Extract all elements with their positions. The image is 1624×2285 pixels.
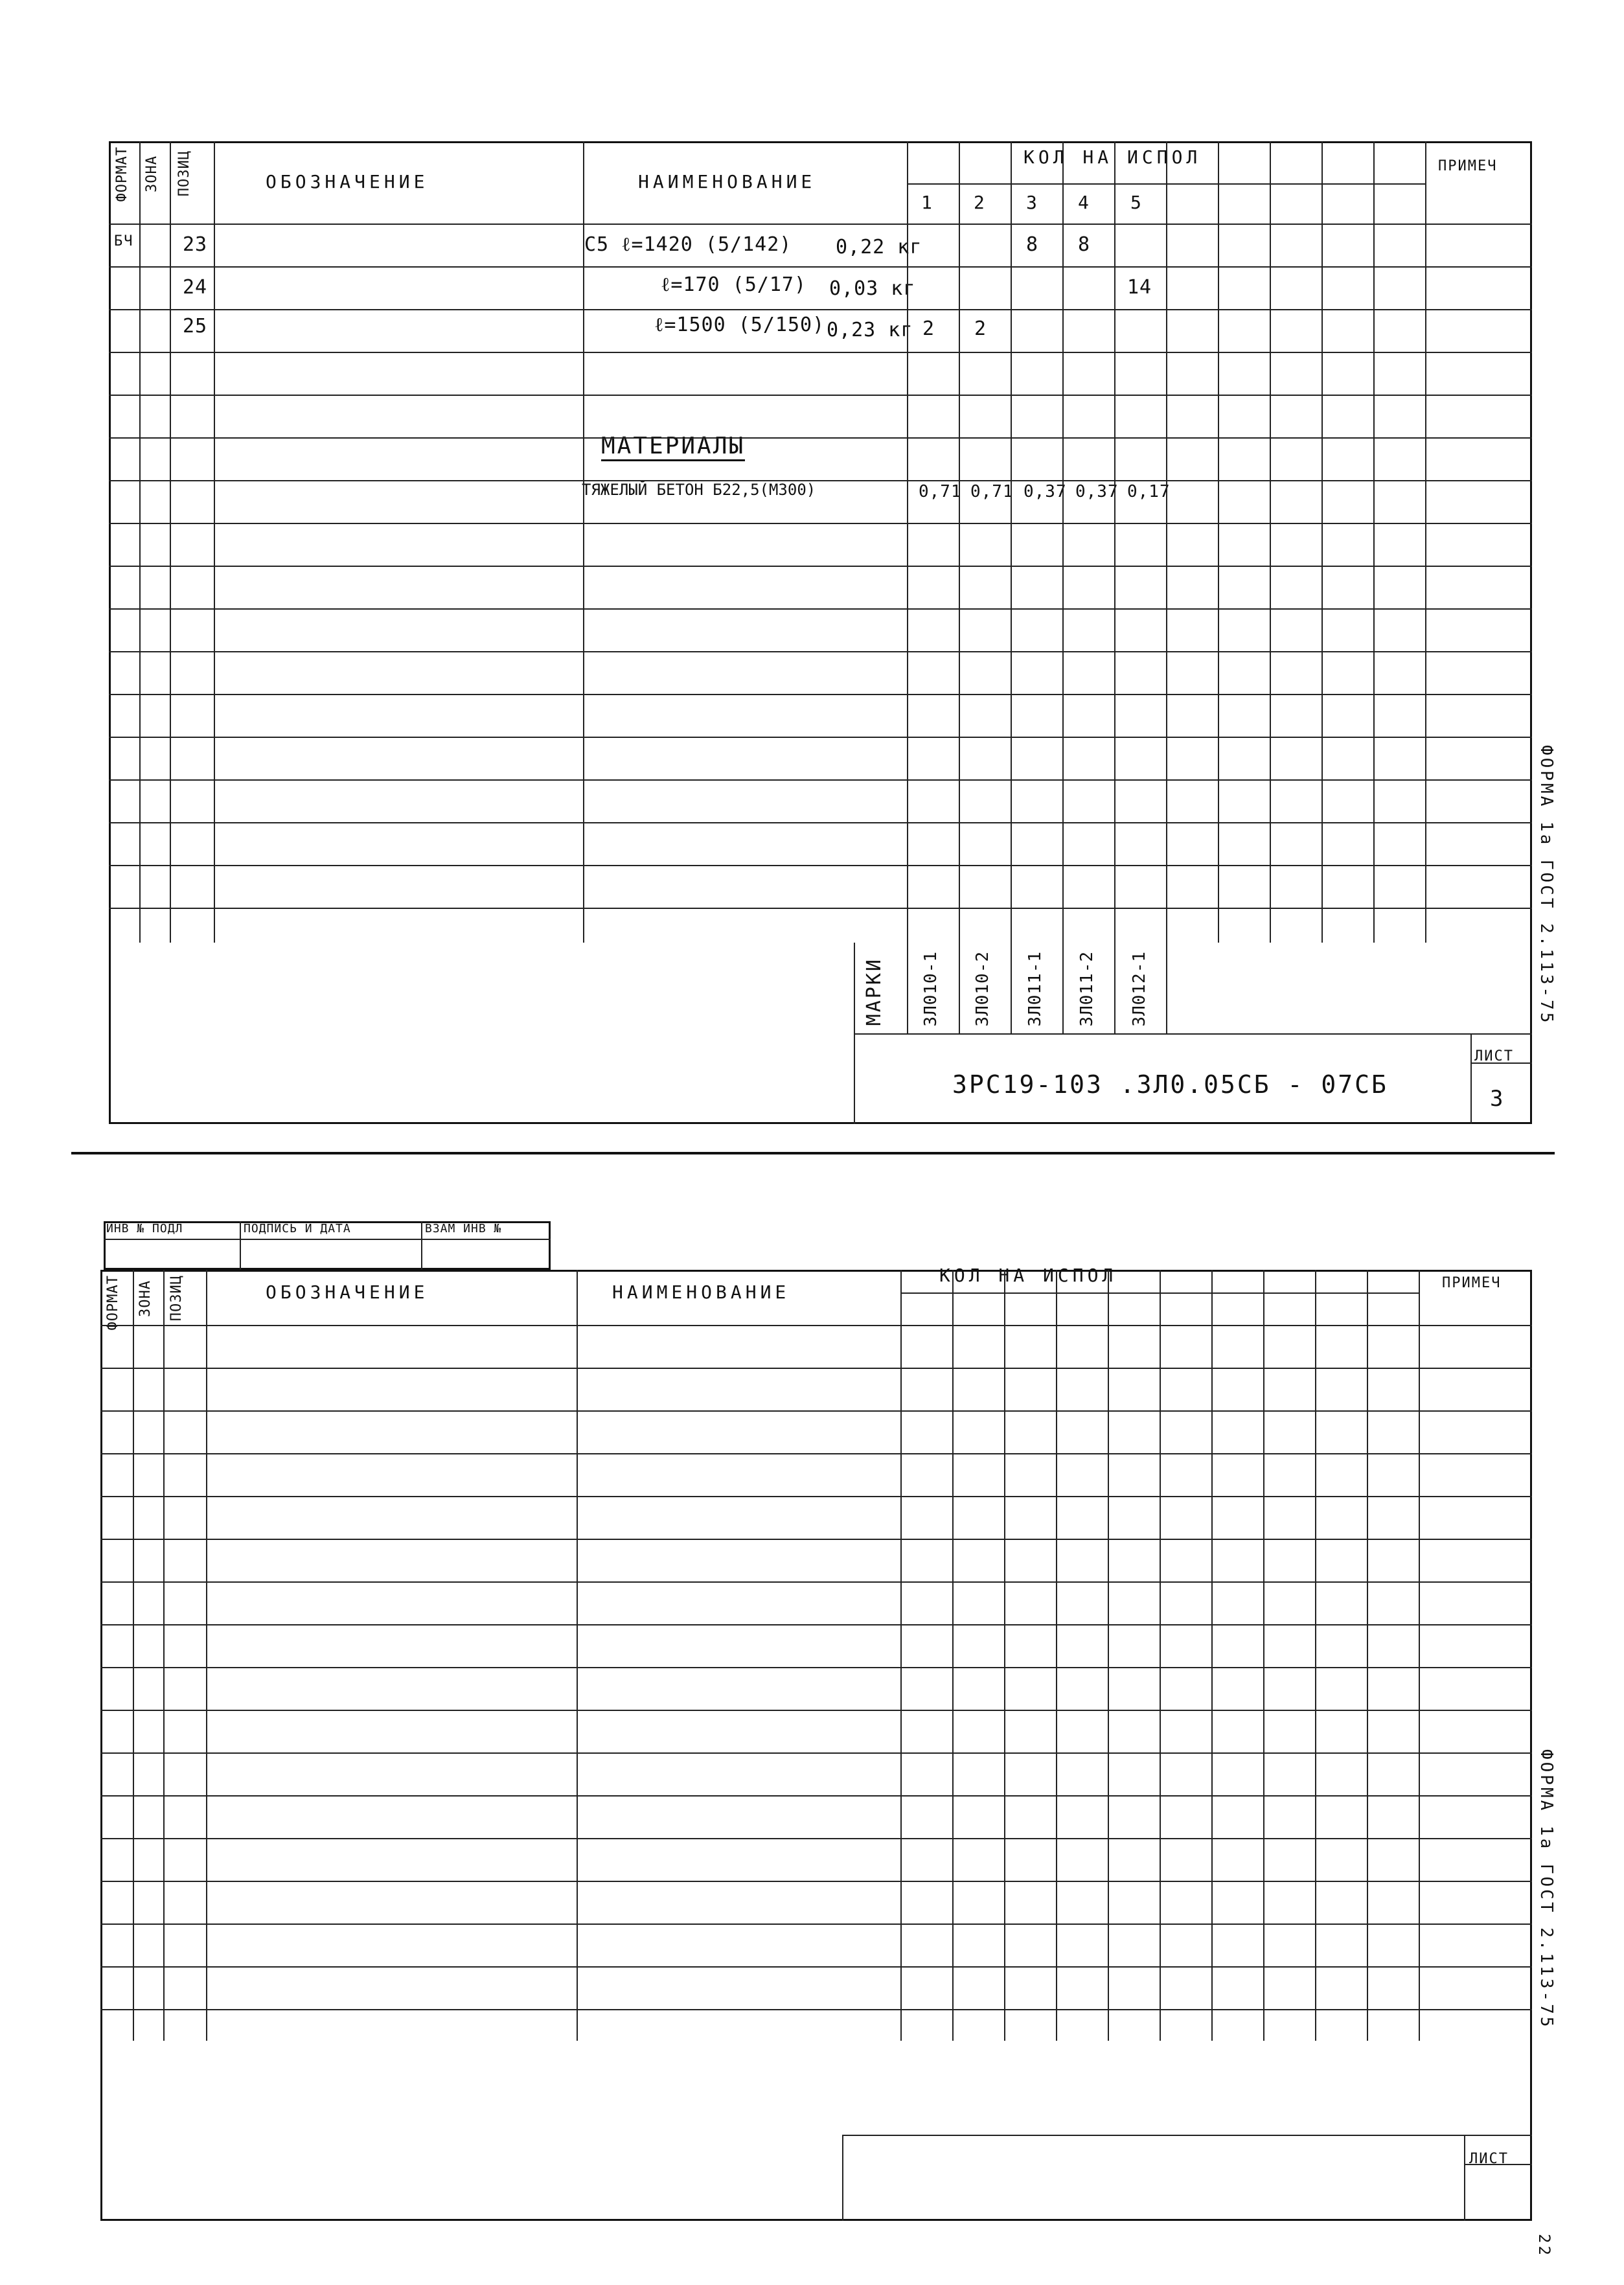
rule-v xyxy=(1367,1270,1368,2041)
rule-h xyxy=(109,395,1532,396)
stamp-inv: ИНВ № ПОДЛ xyxy=(106,1222,183,1235)
rule-v xyxy=(1114,943,1115,1033)
rule-h xyxy=(100,1496,1532,1497)
variant-2: 2 xyxy=(974,192,989,213)
variant-1: 1 xyxy=(921,192,936,213)
header2-zone: ЗОНА xyxy=(137,1280,154,1317)
rule-h xyxy=(109,608,1532,610)
rule-h xyxy=(100,1453,1532,1454)
rule-v xyxy=(163,1270,165,2041)
rule-h xyxy=(100,1881,1532,1882)
sheet-2-frame xyxy=(100,1270,1532,2221)
rule-h xyxy=(100,1624,1532,1625)
rule-v xyxy=(907,943,908,1033)
row-24-mass: 0,03 кг xyxy=(829,277,916,300)
header-format: ФОРМАТ xyxy=(114,146,130,202)
materials-v3: 0,37 xyxy=(1024,482,1067,501)
variant-4: 4 xyxy=(1078,192,1093,213)
header-name: НАИМЕНОВАНИЕ xyxy=(638,171,816,192)
rule-h xyxy=(900,1292,1419,1294)
rule-v xyxy=(1011,943,1012,1033)
header2-designation: ОБОЗНАЧЕНИЕ xyxy=(266,1281,429,1303)
header-position: ПОЗИЦ xyxy=(176,150,192,197)
row-23-format: БЧ xyxy=(114,233,134,249)
mark-1: ЗЛ010-1 xyxy=(921,951,941,1027)
cut-line xyxy=(71,1152,1555,1154)
rule-h xyxy=(907,183,1425,185)
header2-position: ПОЗИЦ xyxy=(168,1275,185,1322)
rule-v xyxy=(959,943,960,1033)
rule-h xyxy=(109,523,1532,524)
header-qty: КОЛ НА ИСПОЛ xyxy=(1024,146,1202,168)
stamp-sign: ПОДПИСЬ И ДАТА xyxy=(244,1222,351,1235)
materials-v1: 0,71 xyxy=(919,482,962,501)
row-23-mass: 0,22 кг xyxy=(836,236,922,258)
rule-h xyxy=(1470,1062,1532,1064)
rule-h xyxy=(109,908,1532,909)
rule-v xyxy=(577,1270,578,2041)
materials-v2: 0,71 xyxy=(970,482,1014,501)
rule-v xyxy=(952,1270,954,2041)
rule-h xyxy=(109,865,1532,866)
stamp-repl: ВЗАМ ИНВ № xyxy=(425,1222,502,1235)
rule-v xyxy=(842,2135,843,2221)
document-code: ЗРС19-103 .ЗЛ0.05СБ - 07СБ xyxy=(952,1070,1388,1099)
header-note: ПРИМЕЧ xyxy=(1438,158,1498,174)
rule-h xyxy=(109,480,1532,481)
rule-h xyxy=(100,1667,1532,1668)
rule-h xyxy=(100,1368,1532,1369)
rule-v xyxy=(1004,1270,1005,2041)
rule-v xyxy=(206,1270,207,2041)
header2-note: ПРИМЕЧ xyxy=(1442,1275,1502,1291)
rule-h xyxy=(109,309,1532,310)
rule-v xyxy=(1062,943,1064,1033)
side-note-2: ФОРМА 1а ГОСТ 2.113-75 xyxy=(1537,1749,1556,2030)
materials-title: МАТЕРИАЛЫ xyxy=(601,433,745,461)
materials-v5: 0,17 xyxy=(1127,482,1171,501)
materials-v4: 0,37 xyxy=(1075,482,1119,501)
rule-h xyxy=(100,1710,1532,1711)
header2-qty: КОЛ НА ИСПОЛ xyxy=(939,1265,1117,1286)
mark-4: ЗЛ011-2 xyxy=(1077,951,1097,1027)
rule-h xyxy=(109,822,1532,823)
rule-v xyxy=(1166,943,1167,1033)
rule-h xyxy=(109,224,1532,225)
rule-h xyxy=(109,694,1532,695)
rule-h xyxy=(100,1923,1532,1925)
row-23-q4: 8 xyxy=(1078,233,1091,256)
side-note: ФОРМА 1а ГОСТ 2.113-75 xyxy=(1537,745,1556,1026)
rule-v xyxy=(1056,1270,1057,2041)
row-25-q1: 2 xyxy=(922,317,935,340)
header2-name: НАИМЕНОВАНИЕ xyxy=(612,1281,790,1303)
rule-v xyxy=(1470,1033,1472,1124)
rule-v xyxy=(1419,1270,1420,2041)
header2-format: ФОРМАТ xyxy=(105,1275,121,1331)
row-24-pos: 24 xyxy=(183,276,208,299)
mark-5: ЗЛ012-1 xyxy=(1130,951,1149,1027)
sheet-number: 3 xyxy=(1490,1086,1504,1112)
row-24-q5: 14 xyxy=(1127,276,1152,299)
rule-h xyxy=(100,1325,1532,1326)
rule-h xyxy=(100,1838,1532,1839)
rule-h xyxy=(100,1539,1532,1540)
rule-h xyxy=(109,651,1532,652)
row-25-name: ℓ=1500 (5/150) xyxy=(654,314,825,336)
rule-h xyxy=(109,352,1532,353)
rule-h xyxy=(1464,2164,1532,2165)
variant-5: 5 xyxy=(1130,192,1145,213)
rule-h xyxy=(100,1966,1532,1968)
materials-name: ТЯЖЕЛЫЙ БЕТОН Б22,5(М300) xyxy=(582,481,816,499)
rule-v xyxy=(1263,1270,1264,2041)
rule-h xyxy=(109,737,1532,738)
row-25-mass: 0,23 кг xyxy=(827,319,913,341)
rule-h xyxy=(109,779,1532,781)
rule-h xyxy=(109,437,1532,439)
rule-v xyxy=(1108,1270,1109,2041)
sheet2-label: ЛИСТ xyxy=(1469,2151,1509,2167)
row-24-name: ℓ=170 (5/17) xyxy=(661,273,807,296)
row-25-q2: 2 xyxy=(974,317,987,340)
rule-v xyxy=(1315,1270,1316,2041)
header-designation: ОБОЗНАЧЕНИЕ xyxy=(266,171,429,192)
rule-h xyxy=(842,2135,1532,2136)
rule-v xyxy=(1464,2135,1465,2221)
rule-h xyxy=(100,1581,1532,1583)
marks-label: МАРКИ xyxy=(863,958,886,1026)
rule-v xyxy=(1211,1270,1213,2041)
row-23-name: С5 ℓ=1420 (5/142) xyxy=(584,233,792,256)
rule-h xyxy=(100,2009,1532,2010)
row-25-pos: 25 xyxy=(183,315,208,338)
mark-3: ЗЛ011-1 xyxy=(1025,951,1045,1027)
rule-h xyxy=(100,1410,1532,1412)
header-zone: ЗОНА xyxy=(144,155,160,192)
rule-v xyxy=(900,1270,902,2041)
rule-h xyxy=(854,1033,1532,1035)
sheet-1-frame xyxy=(109,141,1532,1124)
mark-2: ЗЛ010-2 xyxy=(973,951,992,1027)
page-number: 22 xyxy=(1535,2234,1553,2258)
rule-h xyxy=(100,1752,1532,1754)
rule-h xyxy=(109,266,1532,268)
row-23-q3: 8 xyxy=(1026,233,1039,256)
rule-h xyxy=(109,566,1532,567)
rule-h xyxy=(100,1795,1532,1797)
rule-v xyxy=(133,1270,134,2041)
row-23-pos: 23 xyxy=(183,233,208,256)
sheet-label: ЛИСТ xyxy=(1474,1048,1514,1064)
variant-3: 3 xyxy=(1026,192,1041,213)
rule-v xyxy=(1160,1270,1161,2041)
